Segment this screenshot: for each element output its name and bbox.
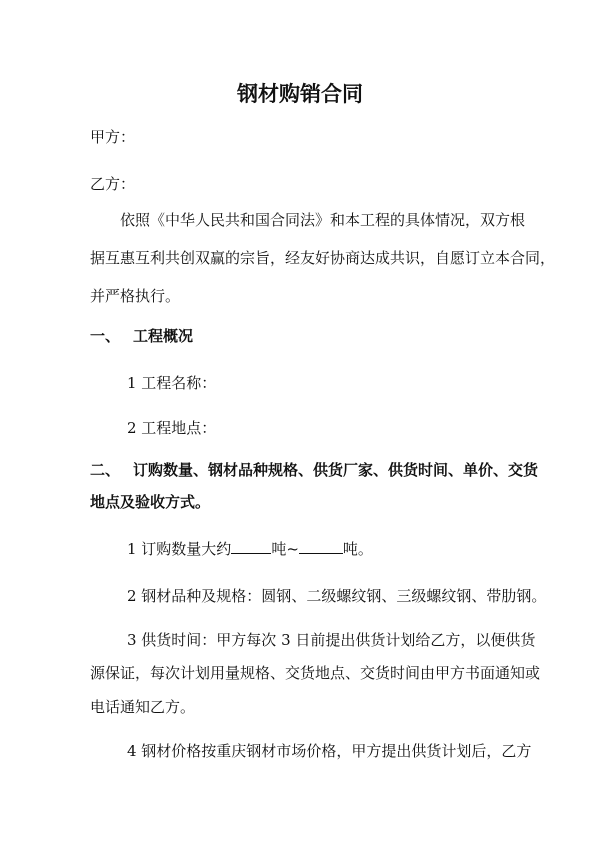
section-2-heading-line-2: 地点及验收方式。 <box>90 493 211 511</box>
intro-line-1: 依照《中华人民共和国合同法》和本工程的具体情况，双方根 <box>120 211 526 229</box>
party-a-label: 甲方： <box>90 128 136 146</box>
order-quantity-max-blank <box>299 539 343 554</box>
party-b-label: 乙方： <box>90 175 136 193</box>
section-2-heading-line-1: 订购数量、钢材品种规格、供货厂家、供货时间、单价、交货 <box>133 461 539 479</box>
intro-line-3: 并严格执行。 <box>90 287 181 305</box>
order-quantity-middle: 吨~ <box>271 540 299 558</box>
order-quantity-prefix: 1 订购数量大约 <box>127 540 232 558</box>
section-1-number: 一、 <box>90 327 121 345</box>
section-1-item-1: 1 工程名称： <box>127 374 217 392</box>
section-2-item-3-line-2: 源保证，每次计划用量规格、交货地点、交货时间由甲方书面通知或 <box>90 664 541 682</box>
section-1-item-2: 2 工程地点： <box>127 419 217 437</box>
section-2-item-3-line-1: 3 供货时间：甲方每次 3 日前提出供货计划给乙方，以便供货 <box>127 631 536 649</box>
section-2-item-4-line-1: 4 钢材价格按重庆钢材市场价格，甲方提出供货计划后，乙方 <box>127 742 532 760</box>
section-2-item-1 <box>127 539 373 559</box>
page-title: 钢材购销合同 <box>237 82 363 106</box>
order-quantity-min-blank <box>231 539 271 554</box>
section-2-item-2: 2 钢材品种及规格：圆钢、二级螺纹钢、三级螺纹钢、带肋钢。 <box>127 587 547 605</box>
section-2-number: 二、 <box>90 461 121 479</box>
order-quantity-suffix: 吨。 <box>342 540 373 558</box>
section-2-item-3-line-3: 电话通知乙方。 <box>90 698 196 716</box>
intro-line-2: 据互惠互利共创双赢的宗旨，经友好协商达成共识，自愿订立本合同， <box>90 249 556 267</box>
section-1-heading: 工程概况 <box>133 327 194 345</box>
